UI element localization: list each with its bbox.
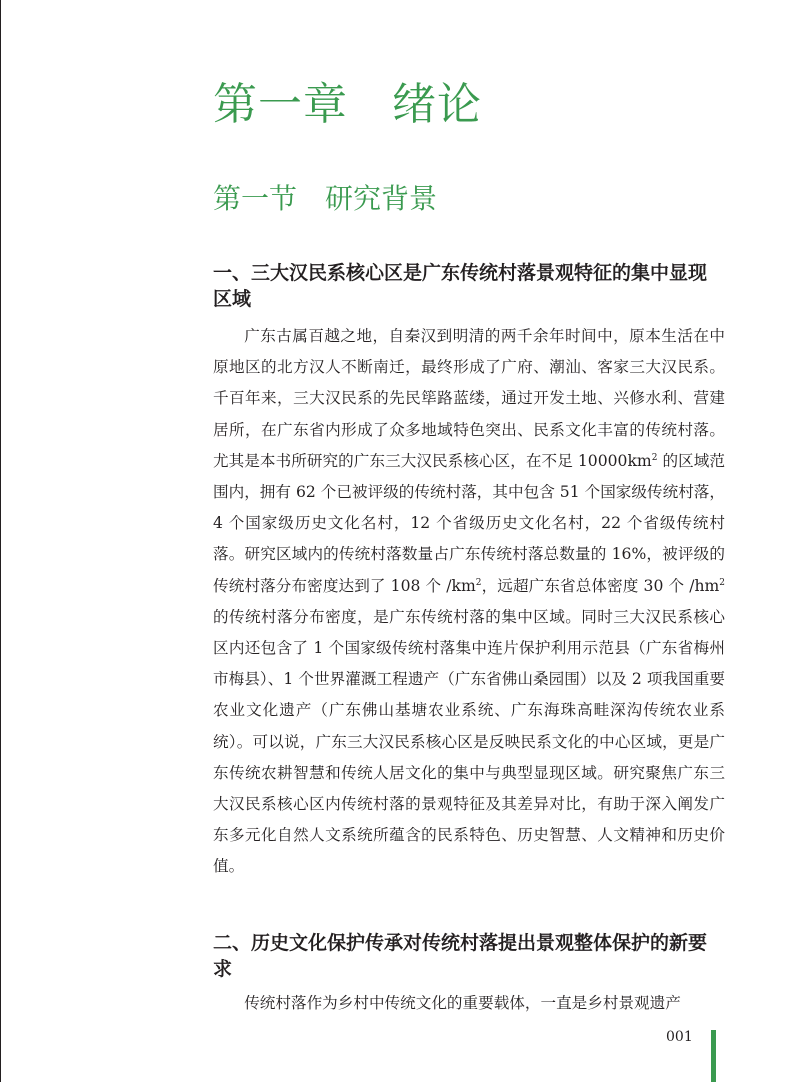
body-paragraph-1 bbox=[213, 321, 725, 883]
superscript: 2 bbox=[651, 452, 658, 463]
paragraph-text: 广东古属百越之地，自秦汉到明清的两千余年时间中，原本生活在中原地区的北方汉人不断南迁，最终形成了广府、潮汕、客家三大汉民系。千百年来，三大汉民系的先民筚路蓝缕，通过开发土地、兴修水利、营建居所，在广东省内形成了众多地域特色突出、民系文化丰富的传统村落。尤其是本书所研究的广东三大汉民系核心区，在不足 10000km bbox=[213, 327, 725, 470]
section-number: 第一节 bbox=[213, 182, 298, 215]
page-left-border bbox=[0, 0, 1, 1082]
section-name: 研究背景 bbox=[325, 182, 438, 215]
paragraph-text: 的传统村落分布密度，是广东传统村落的集中区域。同时三大汉民系核心区内还包含了 1 个国家级传统村落集中连片保护利用示范县（广东省梅州市梅县）、1 个世界灌溉工程遗产（广东省佛山桑园围）以及 2 项我国重要农业文化遗产（广东佛山基塘农业系统、广东海珠高畦深沟传统农业系统）。可以说，广东三大汉民系核心区是反映民系文化的中心区域，更是广东传统农耕智慧和传统人居文化的集中与典型显现区域。研究聚焦广东三大汉民系核心区内传统村落的景观特征及其差异对比，有助于深入阐发广东多元化自然人文系统所蕴含的民系特色、历史智慧、人文精神和历史价值。 bbox=[213, 607, 725, 876]
subsection-heading-1: 一、三大汉民系核心区是广东传统村落景观特征的集中显现区域 bbox=[213, 262, 708, 310]
section-title bbox=[213, 180, 437, 218]
paragraph-text: 的区域范围内，拥有 62 个已被评级的传统村落，其中包含 51 个国家级传统村落，4 个国家级历史文化名村，12 个省级历史文化名村，22 个省级传统村落。研究区域内的传统村落数量占广东传统村落总数量的 16%，被评级的传统村落分布密度达到了 108 个 /km bbox=[213, 451, 725, 595]
superscript: 2 bbox=[475, 577, 482, 588]
body-paragraph-2: 传统村落作为乡村中传统文化的重要载体，一直是乡村景观遗产 bbox=[244, 994, 681, 1012]
chapter-title bbox=[213, 78, 482, 132]
chapter-number: 第一章 bbox=[213, 79, 348, 130]
page-edge-tab bbox=[711, 1030, 716, 1082]
paragraph-text: ，远超广东省总体密度 30 个 /hm bbox=[481, 576, 720, 595]
page-number: 001 bbox=[666, 1029, 693, 1045]
superscript: 2 bbox=[719, 577, 726, 588]
chapter-name: 绪论 bbox=[392, 79, 482, 130]
subsection-heading-2: 二、历史文化保护传承对传统村落提出景观整体保护的新要求 bbox=[213, 932, 708, 980]
